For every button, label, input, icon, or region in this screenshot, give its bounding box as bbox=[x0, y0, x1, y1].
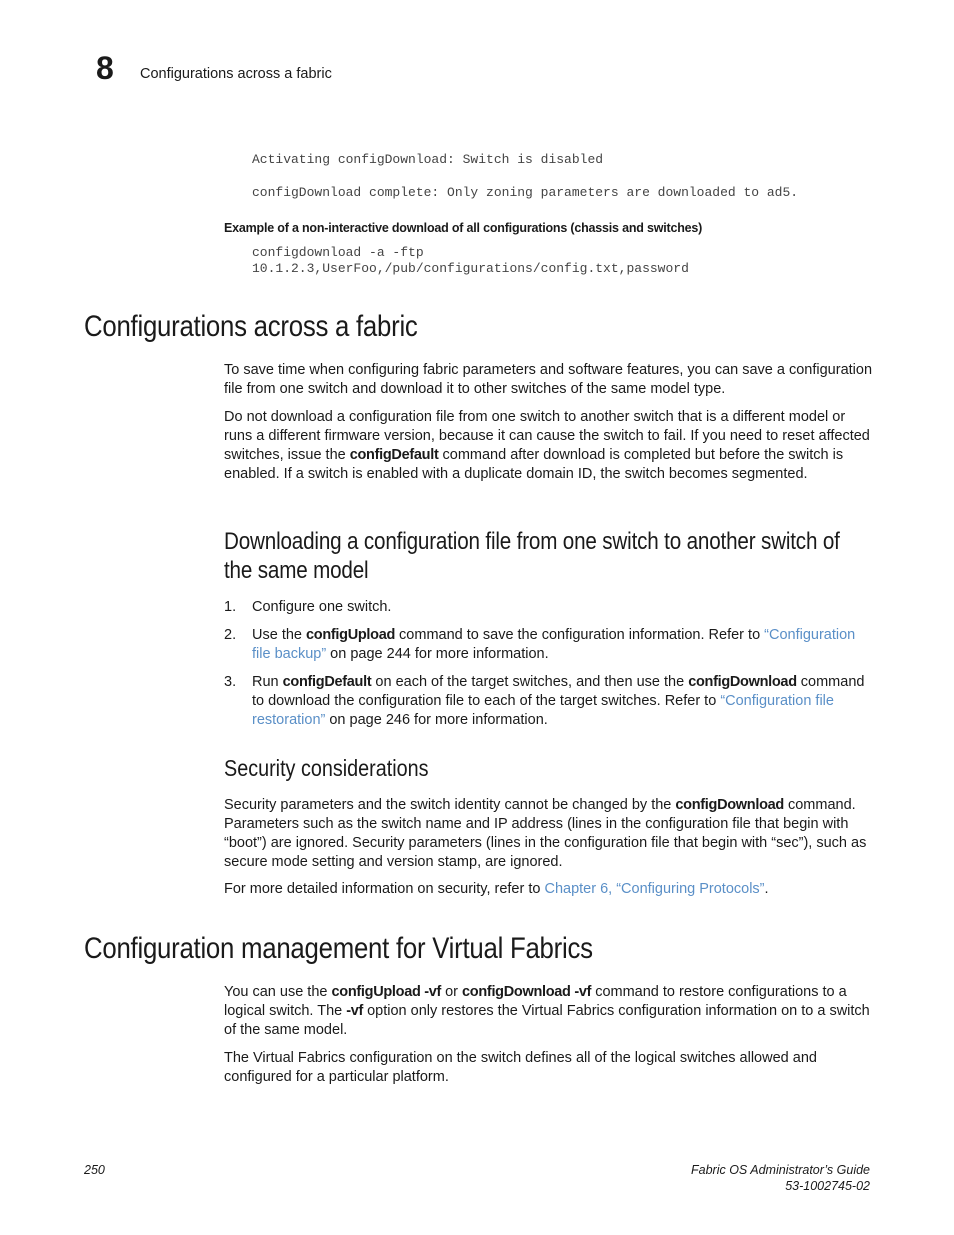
list-number: 1. bbox=[224, 599, 237, 615]
paragraph: To save time when configuring fabric parameters and software features, you can save a configuration file from one switch and download it to other switches of the same model type. bbox=[224, 362, 873, 397]
text: option only restores the Virtual Fabrics configuration information on to a switch of the same model. bbox=[224, 1003, 870, 1038]
list-item: Configure one switch. bbox=[252, 599, 392, 615]
command-name: configDefault bbox=[349, 447, 439, 463]
paragraph bbox=[224, 880, 874, 899]
example-caption: Example of a non-interactive download of all configurations (chassis and switches) bbox=[224, 221, 703, 235]
page-number: 250 bbox=[84, 1163, 105, 1177]
guide-title: Fabric OS Administrator’s Guide bbox=[691, 1163, 870, 1177]
text: command to save the configuration information. Refer to bbox=[395, 627, 765, 643]
text: . bbox=[764, 881, 769, 897]
command-name: configUpload -vf bbox=[331, 984, 442, 1000]
text: command after download is completed but before the switch is enabled. If a switch is enabled with a duplicate domain ID, the switch becomes segmented. bbox=[224, 447, 844, 482]
text: on page 246 for more information. bbox=[325, 712, 548, 728]
text: on page 244 for more information. bbox=[326, 646, 549, 662]
paragraph bbox=[224, 796, 874, 872]
running-header-title: Configurations across a fabric bbox=[140, 66, 332, 82]
command-name: configUpload bbox=[306, 627, 396, 643]
text: command. Parameters such as the switch name and IP address (lines in the configuration file that begin with “boot”) are ignored. Security parameters (lines in the configuration file that begin with “sec”), such as secure mode setting and version stamp, are ignored. bbox=[224, 797, 867, 870]
text: Security parameters and the switch identity cannot be changed by the bbox=[224, 797, 676, 813]
list-item bbox=[252, 673, 874, 730]
text: command to download the configuration file to each of the target switches. Refer to bbox=[252, 674, 865, 709]
text: You can use the bbox=[224, 984, 332, 1000]
code-line: configDownload complete: Only zoning parameters are downloaded to ad5. bbox=[252, 185, 799, 200]
cross-reference-link[interactable]: “Configuration file backup” bbox=[252, 627, 856, 662]
code-line: Activating configDownload: Switch is disabled bbox=[252, 152, 604, 167]
list-number: 2. bbox=[224, 627, 237, 643]
text: Run bbox=[252, 674, 283, 690]
text: on each of the target switches, and then use the bbox=[371, 674, 689, 690]
section-heading: Configuration management for Virtual Fabrics bbox=[84, 932, 593, 965]
text: Do not download a configuration file from one switch to another switch that is a different model or runs a different firmware version, because it can cause the switch to fail. If you need to reset affected switches, issue the bbox=[224, 409, 870, 463]
section-heading: Configurations across a fabric bbox=[84, 310, 418, 343]
paragraph bbox=[224, 983, 874, 1040]
text: command to restore configurations to a logical switch. The bbox=[224, 984, 847, 1019]
document-number: 53-1002745-02 bbox=[785, 1179, 870, 1193]
text: Use the bbox=[252, 627, 306, 643]
command-name: configDownload bbox=[688, 674, 797, 690]
code-line: 10.1.2.3,UserFoo,/pub/configurations/config.txt,password bbox=[252, 261, 689, 276]
cross-reference-link[interactable]: Chapter 6, “Configuring Protocols” bbox=[544, 881, 765, 897]
paragraph: The Virtual Fabrics configuration on the switch defines all of the logical switches allowed and configured for a particular platform. bbox=[224, 1050, 817, 1085]
paragraph bbox=[224, 408, 874, 484]
command-name: configDefault bbox=[282, 674, 372, 690]
text: or bbox=[441, 984, 463, 1000]
subsection-heading: Downloading a configuration file from one switch to another switch of the same model bbox=[224, 528, 840, 584]
chapter-number: 8 bbox=[96, 50, 114, 86]
command-option: -vf bbox=[346, 1003, 364, 1019]
command-name: configDownload -vf bbox=[462, 984, 592, 1000]
code-line: configdownload -a -ftp bbox=[252, 245, 424, 260]
cross-reference-link[interactable]: “Configuration file restoration” bbox=[252, 693, 834, 728]
subsection-heading: Security considerations bbox=[224, 755, 429, 781]
text: For more detailed information on security, refer to bbox=[224, 881, 545, 897]
list-item bbox=[252, 626, 874, 664]
command-name: configDownload bbox=[675, 797, 784, 813]
list-number: 3. bbox=[224, 674, 237, 690]
